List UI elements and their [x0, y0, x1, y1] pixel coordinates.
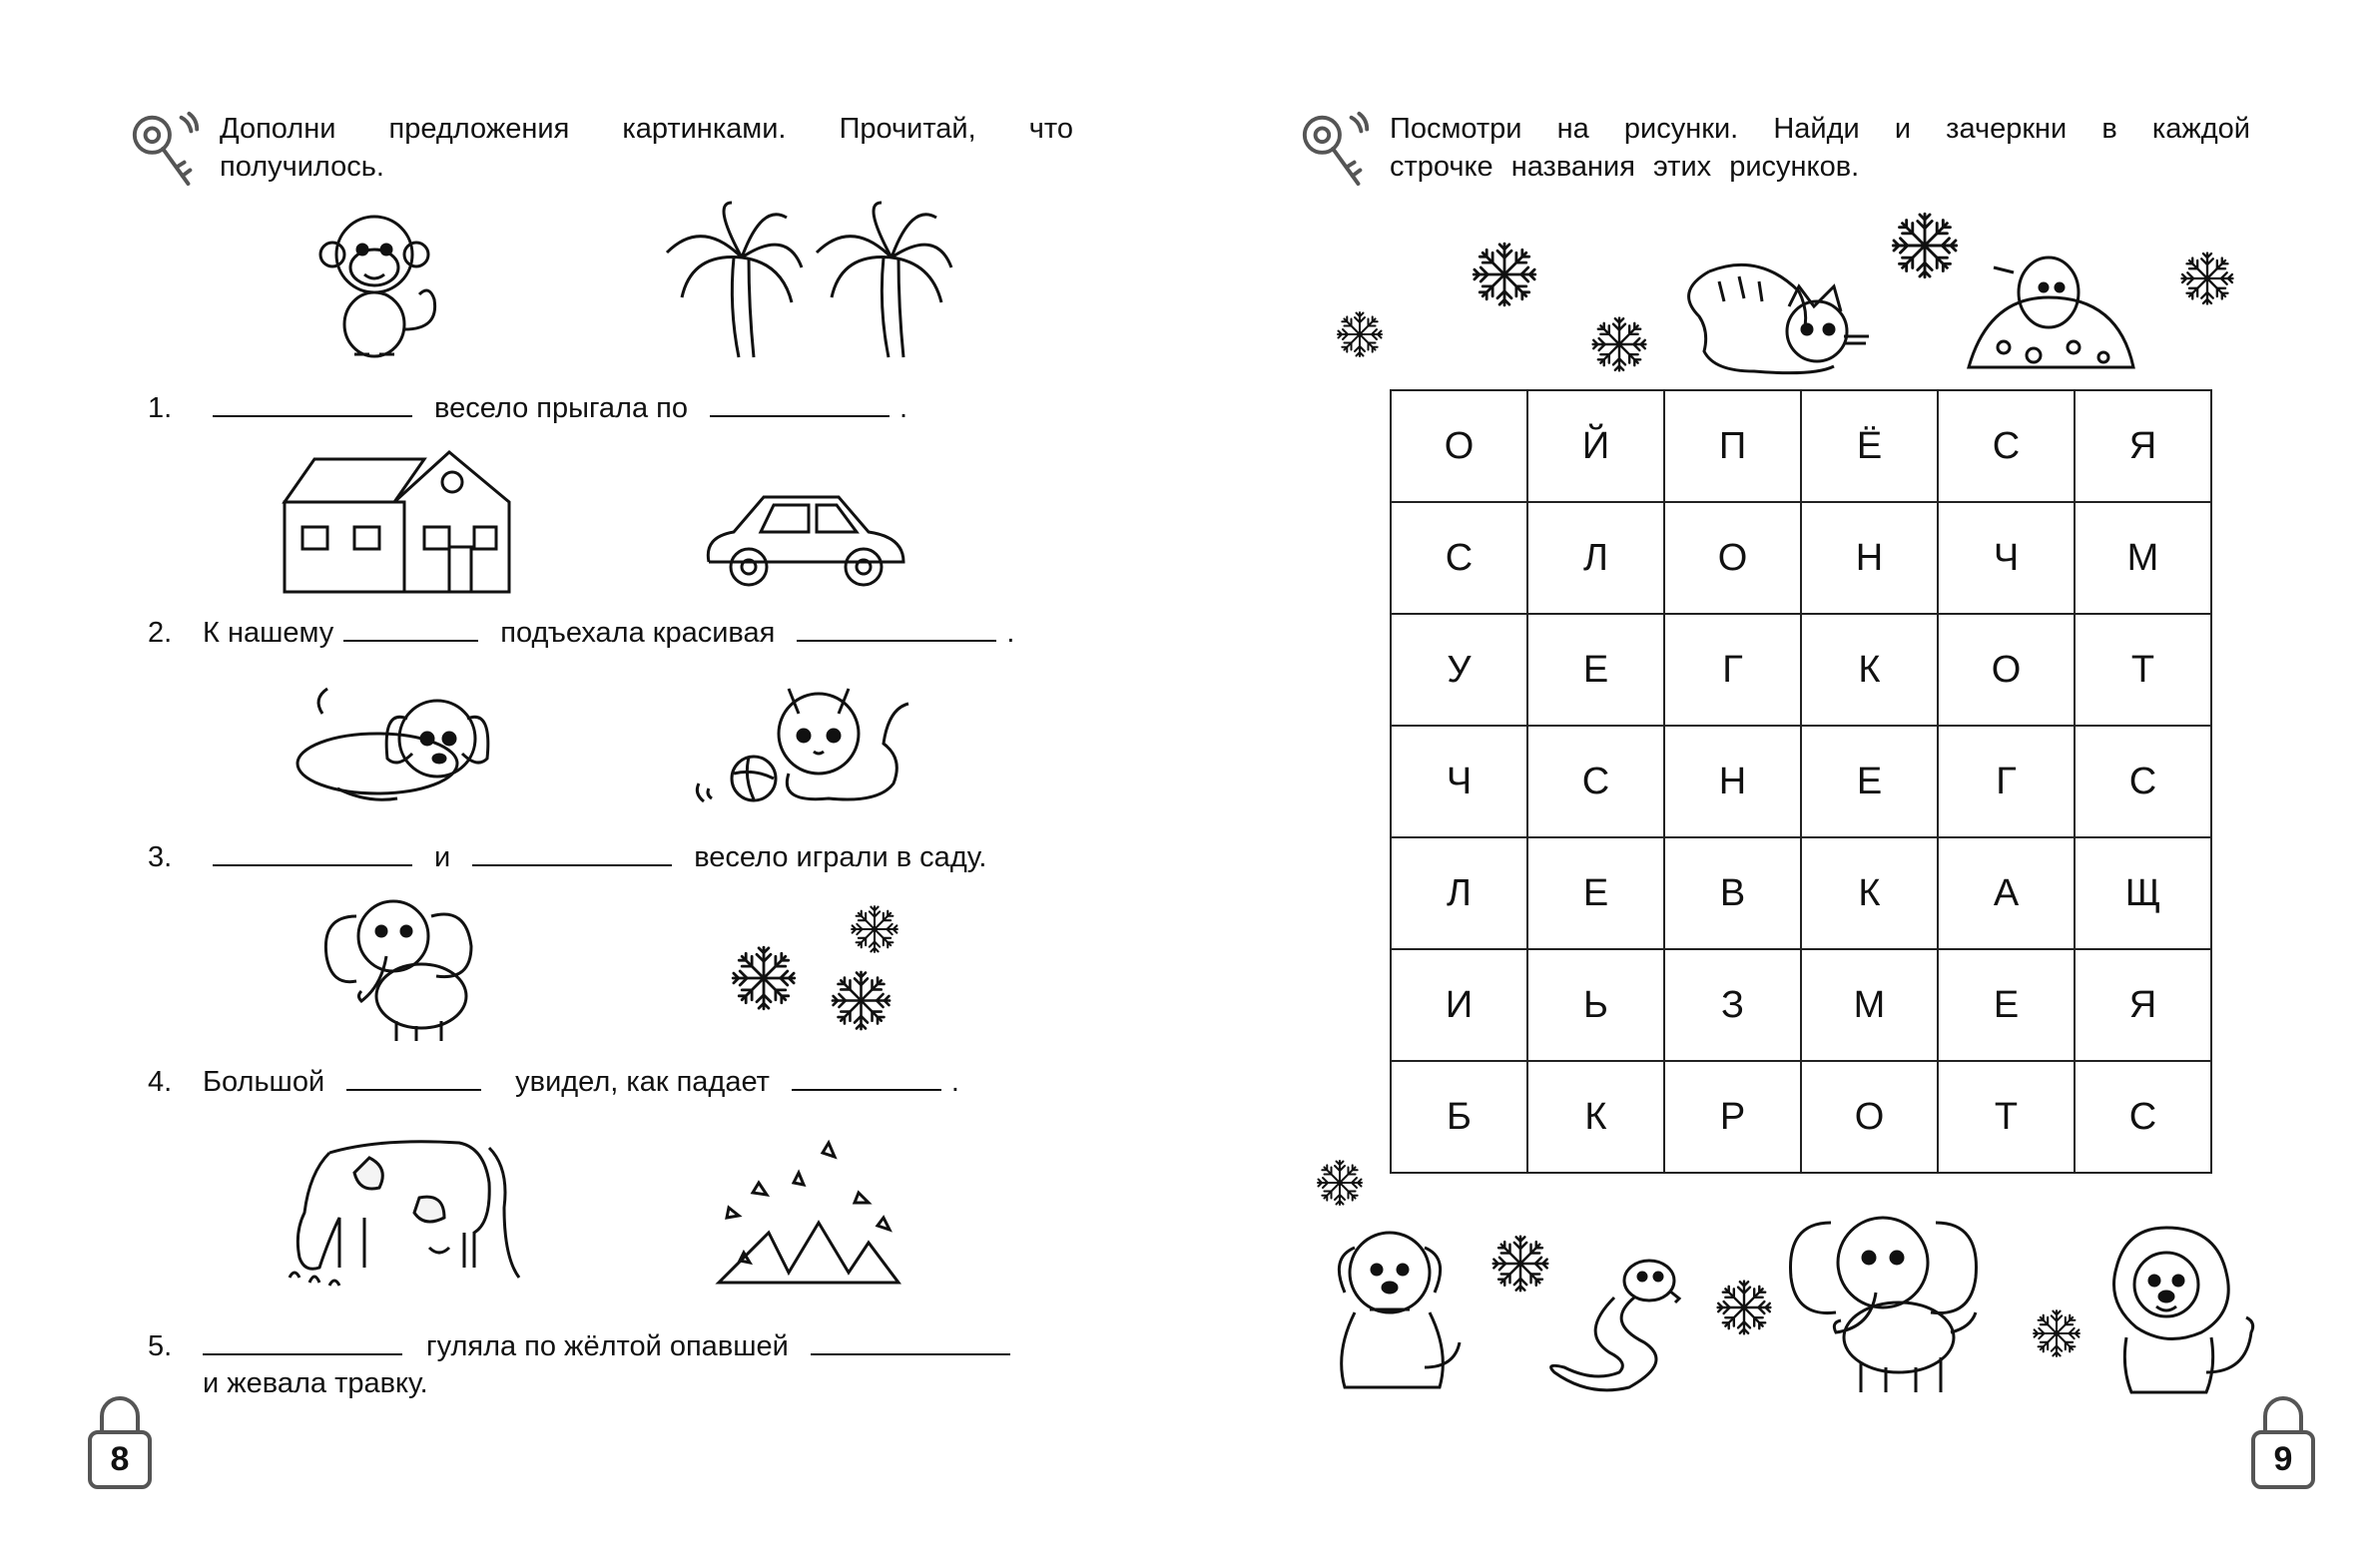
grid-cell[interactable]: Я [2075, 390, 2211, 502]
grid-row [1391, 1061, 2211, 1173]
grid-cell[interactable]: Т [1938, 1061, 2075, 1173]
snowflake-icon [1589, 314, 1649, 374]
grid-cell[interactable]: К [1801, 837, 1938, 949]
instruction-line: получилось. [220, 151, 384, 183]
key-icon [1298, 108, 1376, 198]
sentence-number: 3. [148, 841, 173, 873]
grid-cell[interactable]: И [1391, 949, 1527, 1061]
answer-blank[interactable] [343, 618, 478, 642]
grid-cell[interactable]: Щ [2075, 837, 2211, 949]
instruction [220, 110, 1073, 186]
sentence-2 [148, 614, 1014, 652]
snowflake-icon [1470, 240, 1539, 309]
grid-cell[interactable]: Е [1938, 949, 2075, 1061]
grid-row [1391, 837, 2211, 949]
grid-cell[interactable]: С [2075, 726, 2211, 837]
grid-cell[interactable]: С [2075, 1061, 2211, 1173]
sentence-text: и [434, 841, 451, 873]
grid-cell[interactable]: З [1664, 949, 1801, 1061]
grid-cell[interactable]: В [1664, 837, 1801, 949]
instruction [1390, 110, 2250, 186]
grid-cell[interactable]: Й [1527, 390, 1664, 502]
grid-cell[interactable]: Ё [1801, 390, 1938, 502]
grid-cell[interactable]: С [1391, 502, 1527, 614]
sentence-3 [148, 838, 998, 876]
answer-blank[interactable] [203, 1331, 402, 1355]
snowflake-icon [1489, 1233, 1551, 1295]
grid-cell[interactable]: С [1527, 726, 1664, 837]
grid-row [1391, 614, 2211, 726]
grid-cell[interactable]: Н [1801, 502, 1938, 614]
elephant-picture [1781, 1203, 1996, 1397]
monkey-picture [304, 200, 454, 364]
right-page [1190, 0, 2380, 1561]
page-number: 9 [2273, 1440, 2293, 1478]
grid-cell[interactable]: Ь [1527, 949, 1664, 1061]
grid-row [1391, 502, 2211, 614]
grid-cell[interactable]: О [1938, 614, 2075, 726]
cat-picture [1669, 252, 1879, 376]
sentence-5 [148, 1327, 1020, 1365]
sentence-text: . [899, 392, 908, 424]
grid-cell[interactable]: Ч [1391, 726, 1527, 837]
sentence-text: увидел, как падает [515, 1066, 770, 1098]
grid-cell[interactable]: К [1527, 1061, 1664, 1173]
lion-picture [2077, 1223, 2261, 1397]
instruction-line: Дополни предложения картинками. Прочитай, что [220, 113, 1073, 145]
grid-cell[interactable]: У [1391, 614, 1527, 726]
grid-cell[interactable]: А [1938, 837, 2075, 949]
sentence-5-continued [203, 1364, 428, 1402]
sentence-1 [148, 389, 907, 427]
grid-cell[interactable]: М [2075, 502, 2211, 614]
snake-picture [1544, 1253, 1694, 1397]
instruction-line: строчке названия этих рисунков. [1390, 151, 1860, 183]
snowflake-icon [1315, 1158, 1365, 1208]
grid-cell[interactable]: Ч [1938, 502, 2075, 614]
answer-blank[interactable] [472, 842, 672, 866]
snowflake-icon [1335, 309, 1385, 359]
snowflake-icon [1714, 1278, 1774, 1337]
kitten-with-ball-picture [689, 674, 928, 813]
answer-blank[interactable] [792, 1067, 941, 1091]
dog-picture [1315, 1218, 1475, 1392]
sentence-text: . [950, 1066, 959, 1098]
grid-cell[interactable]: Я [2075, 949, 2211, 1061]
key-icon [128, 108, 206, 198]
elephant-picture [321, 891, 486, 1046]
snowflake-icon [1889, 210, 1961, 281]
grid-cell[interactable]: Т [2075, 614, 2211, 726]
snowflake-icon [2031, 1307, 2082, 1359]
lock-icon [85, 1392, 155, 1492]
grid-cell[interactable]: Н [1664, 726, 1801, 837]
answer-blank[interactable] [213, 842, 412, 866]
puppy-picture [278, 679, 517, 818]
house-picture [275, 447, 519, 597]
snowflakes-picture [729, 903, 913, 1033]
sentence-number: 5. [148, 1330, 173, 1362]
grid-row [1391, 726, 2211, 837]
grid-cell[interactable]: С [1938, 390, 2075, 502]
answer-blank[interactable] [213, 393, 412, 417]
grid-row [1391, 390, 2211, 502]
sentence-number: 1. [148, 392, 173, 424]
grid-row [1391, 949, 2211, 1061]
sentence-text: гуляла по жёлтой опавшей [426, 1330, 789, 1362]
grid-cell[interactable]: О [1664, 502, 1801, 614]
page-number: 8 [110, 1440, 130, 1478]
snowflake-icon [2178, 250, 2236, 307]
sentence-text: Большой [203, 1066, 325, 1098]
grid-cell[interactable]: Л [1527, 502, 1664, 614]
grid-cell[interactable]: К [1801, 614, 1938, 726]
grid-cell[interactable]: Г [1938, 726, 2075, 837]
mole-picture [1964, 248, 2138, 377]
grid-cell[interactable]: Е [1527, 837, 1664, 949]
grid-cell[interactable]: Е [1527, 614, 1664, 726]
grid-cell[interactable]: Г [1664, 614, 1801, 726]
instruction-line: Посмотри на рисунки. Найди и зачеркни в каждой [1390, 113, 2250, 145]
sentence-text: весело прыгала по [434, 392, 688, 424]
sentence-number: 4. [148, 1066, 173, 1098]
answer-blank[interactable] [797, 618, 996, 642]
answer-blank[interactable] [710, 393, 890, 417]
palm-trees-picture [664, 198, 963, 362]
sentence-text: . [1006, 617, 1015, 649]
grid-cell[interactable]: Е [1801, 726, 1938, 837]
answer-blank[interactable] [346, 1067, 481, 1091]
grid-cell[interactable]: П [1664, 390, 1801, 502]
grid-cell[interactable]: О [1801, 1061, 1938, 1173]
letter-grid [1390, 389, 2212, 1174]
sentence-number: 2. [148, 617, 173, 649]
sentence-4 [148, 1063, 959, 1101]
sentence-text: и жевала травку. [203, 1367, 428, 1399]
sentence-text: К нашему [203, 617, 334, 649]
cow-picture [270, 1118, 534, 1302]
grid-cell[interactable]: М [1801, 949, 1938, 1061]
autumn-leaves-picture [709, 1123, 913, 1302]
lock-icon [2248, 1392, 2318, 1492]
sentence-text: весело играли в саду. [694, 841, 987, 873]
grid-cell[interactable]: Л [1391, 837, 1527, 949]
grid-cell[interactable]: О [1391, 390, 1527, 502]
grid-cell[interactable]: Б [1391, 1061, 1527, 1173]
sentence-text: подъехала красивая [500, 617, 776, 649]
grid-cell[interactable]: Р [1664, 1061, 1801, 1173]
car-picture [699, 487, 908, 595]
answer-blank[interactable] [811, 1331, 1010, 1355]
